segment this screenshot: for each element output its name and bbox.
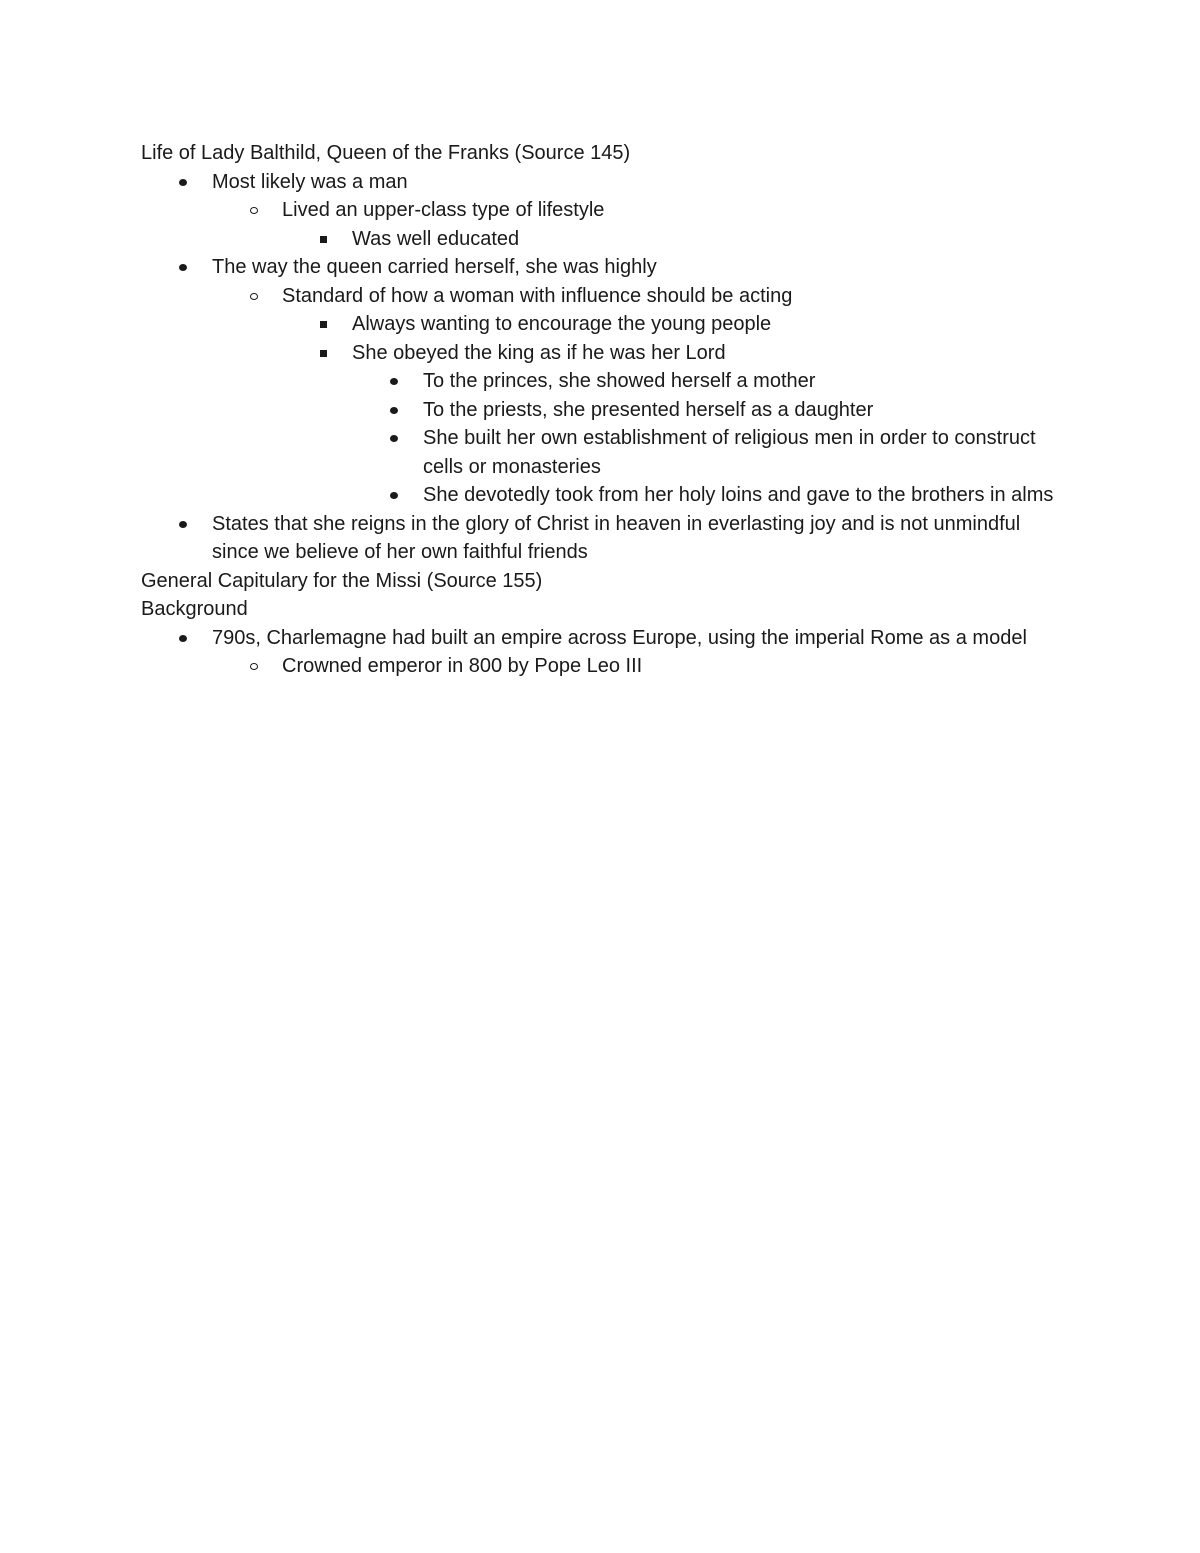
list-item: [141, 310, 1061, 339]
list-item: [141, 253, 1061, 282]
list-item-text: Crowned emperor in 800 by Pope Leo III: [282, 655, 643, 677]
bullet-square-icon: [316, 339, 336, 368]
bullet-square-icon: [316, 310, 336, 339]
list-item-text: The way the queen carried herself, she was highly: [212, 256, 657, 278]
bullet-circle-icon: [246, 196, 266, 225]
bullet-dot-icon: [175, 624, 195, 653]
list-item-text: She obeyed the king as if he was her Lord: [352, 341, 726, 364]
section-heading-background: Background: [141, 598, 248, 620]
list-item-text: Standard of how a woman with influence should be acting: [282, 284, 793, 307]
list-item: [141, 424, 1061, 481]
list-item: [141, 510, 1061, 567]
list-item: [141, 396, 1061, 425]
list-item: [141, 481, 1061, 510]
list-item-text: She devotedly took from her holy loins and gave to the brothers in alms: [423, 484, 1054, 506]
bullet-circle-icon: [246, 282, 266, 311]
list-item: [141, 624, 1061, 653]
list-item: [141, 339, 1061, 368]
list-item: [141, 168, 1061, 197]
list-item: [141, 367, 1061, 396]
section-heading-balthild: Life of Lady Balthild, Queen of the Franks (Source 145): [141, 142, 631, 164]
list-item-text: Was well educated: [352, 227, 520, 250]
list-item-text: To the princes, she showed herself a mother: [423, 370, 816, 392]
list-item-text: To the priests, she presented herself as a daughter: [423, 398, 874, 421]
bullet-square-icon: [316, 225, 336, 254]
list-item: [141, 652, 1061, 681]
list-item-text: 790s, Charlemagne had built an empire across Europe, using the imperial Rome as a model: [212, 626, 1027, 649]
bullet-dot-icon: [175, 168, 195, 197]
list-item-text: States that she reigns in the glory of Christ in heaven in everlasting joy and is not unmindful since we believe of her own faithful friends: [212, 512, 1021, 563]
list-item: [141, 282, 1061, 311]
section-heading-capitulary: General Capitulary for the Missi (Source 155): [141, 569, 543, 592]
bullet-dot-icon: [386, 367, 406, 396]
list-item-text: Lived an upper-class type of lifestyle: [282, 199, 605, 221]
bullet-list-background: [141, 624, 1061, 681]
list-item: [141, 196, 1061, 225]
list-item: [141, 225, 1061, 254]
bullet-list-balthild: [141, 168, 1061, 567]
document-body: [141, 139, 1061, 681]
bullet-circle-icon: [246, 652, 266, 681]
list-item-text: Always wanting to encourage the young people: [352, 313, 772, 335]
bullet-dot-icon: [386, 481, 406, 510]
list-item-text: Most likely was a man: [212, 170, 408, 193]
list-item-text: She built her own establishment of religious men in order to construct cells or monasteries: [423, 427, 1036, 478]
bullet-dot-icon: [175, 253, 195, 282]
bullet-dot-icon: [386, 396, 406, 425]
bullet-dot-icon: [386, 424, 406, 453]
bullet-dot-icon: [175, 510, 195, 539]
